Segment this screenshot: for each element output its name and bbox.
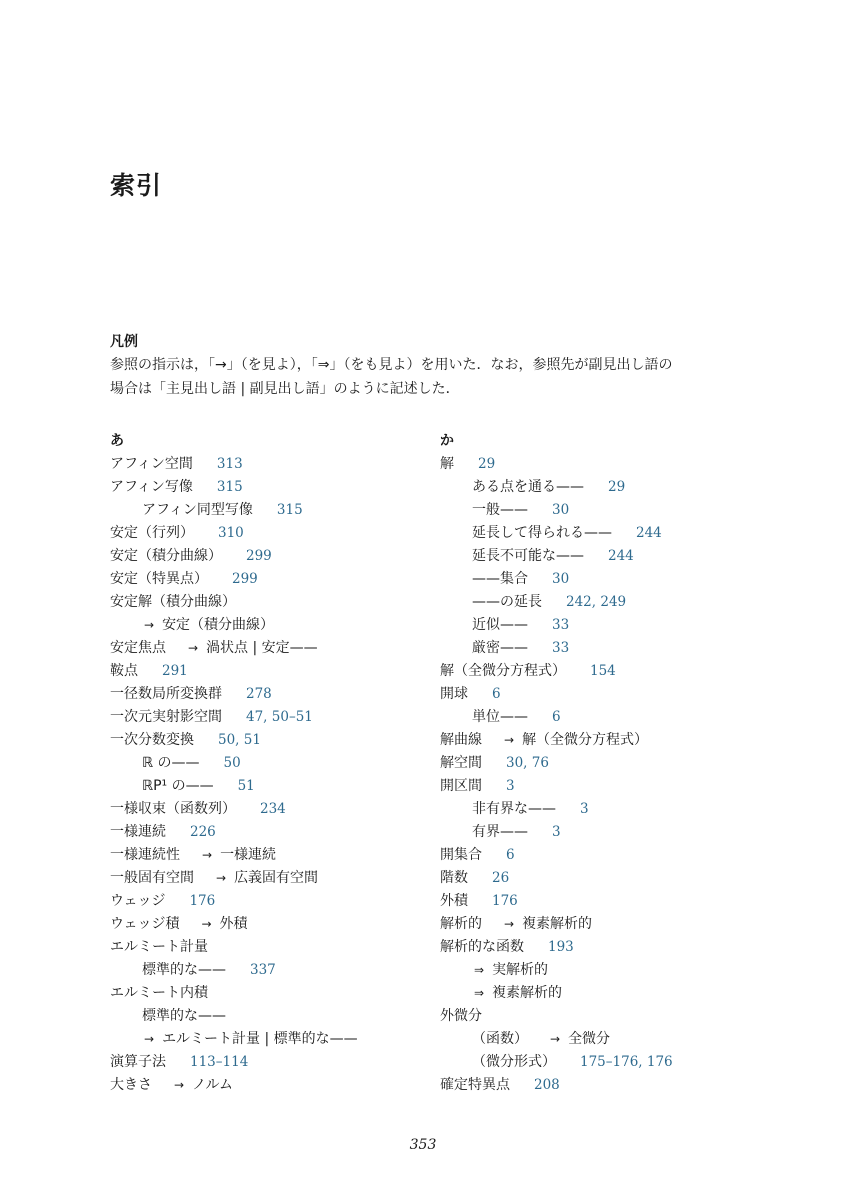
index-entry: [440, 936, 760, 959]
double-arrow-icon: ⇒: [474, 963, 485, 977]
cross-reference-target: 解（全微分方程式）: [522, 732, 649, 748]
index-entry: [440, 982, 760, 1005]
index-term: ℝ の——: [142, 755, 200, 771]
page-reference[interactable]: 175–176, 176: [580, 1054, 673, 1070]
cross-reference: [216, 870, 318, 886]
index-term: 解（全微分方程式）: [440, 663, 566, 679]
index-term: 延長して得られる——: [472, 525, 612, 541]
page-reference[interactable]: 30: [552, 571, 570, 587]
index-term: エルミート内積: [110, 985, 208, 1001]
index-term: アフィン写像: [110, 479, 193, 495]
index-term: （函数）: [472, 1031, 528, 1047]
page-reference[interactable]: 176: [492, 893, 518, 909]
cross-reference-target: 外積: [219, 916, 248, 932]
index-entry: [110, 982, 430, 1005]
page-reference[interactable]: 51: [237, 778, 255, 794]
index-term: 標準的な——: [142, 962, 226, 978]
cross-reference: [188, 640, 318, 656]
arrow-right-icon: →: [202, 848, 213, 862]
cross-reference-target: 安定（積分曲線）: [162, 617, 275, 633]
cross-reference: [144, 617, 274, 633]
index-entry: [110, 867, 430, 890]
page-reference[interactable]: 299: [246, 548, 272, 564]
legend: [110, 331, 750, 401]
index-entry: [440, 706, 760, 729]
page-reference[interactable]: 315: [216, 479, 243, 495]
index-term: 外微分: [440, 1008, 482, 1024]
page-reference[interactable]: 3: [506, 778, 515, 794]
page-reference[interactable]: 50: [223, 755, 241, 771]
index-entry: [110, 1074, 430, 1097]
index-entry: [440, 729, 760, 752]
index-column-right: [440, 430, 760, 1097]
index-entry: [440, 499, 760, 522]
legend-line: 参照の指示は，「→」（を見よ），「⇒」（をも見よ）を用いた．なお，参照先が副見出し語の: [110, 357, 673, 373]
cross-reference-target: 複素解析的: [492, 985, 563, 1001]
index-section-heading: [440, 430, 760, 453]
page-reference[interactable]: 30: [552, 502, 570, 518]
index-term: 階数: [440, 870, 468, 886]
page-reference[interactable]: 3: [552, 824, 561, 840]
page-reference[interactable]: 33: [552, 640, 570, 656]
index-entry: [110, 499, 430, 522]
legend-heading: 凡例: [110, 334, 138, 350]
index-term: ウェッジ: [110, 893, 166, 909]
index-entry: [110, 660, 430, 683]
index-term: あ: [110, 433, 124, 449]
index-entry: [440, 614, 760, 637]
index-term: 確定特異点: [440, 1077, 510, 1093]
page-reference[interactable]: 113–114: [190, 1054, 249, 1070]
page-reference[interactable]: 315: [276, 502, 303, 518]
page-reference[interactable]: 50, 51: [218, 732, 261, 748]
index-entry: [110, 637, 430, 660]
index-term: 延長不可能な——: [472, 548, 584, 564]
index-term: （微分形式）: [472, 1054, 556, 1070]
index-term: アフィン空間: [110, 456, 193, 472]
page-reference[interactable]: 47, 50–51: [246, 709, 313, 725]
index-term: 鞍点: [110, 663, 138, 679]
index-term: 解曲線: [440, 732, 482, 748]
index-entry: [110, 729, 430, 752]
page-reference[interactable]: 226: [190, 824, 216, 840]
index-entry: [110, 798, 430, 821]
index-entry: [440, 637, 760, 660]
index-entry: [440, 591, 760, 614]
cross-reference-target: 全微分: [568, 1031, 611, 1047]
cross-reference-target: 一様連続: [220, 847, 277, 863]
index-entry: [110, 706, 430, 729]
page-reference[interactable]: 193: [548, 939, 574, 955]
cross-reference: [174, 1077, 233, 1093]
cross-reference: [202, 847, 276, 863]
index-term: 演算子法: [110, 1054, 166, 1070]
index-entry: [440, 798, 760, 821]
index-entry: [110, 775, 430, 798]
cross-reference-target: ノルム: [192, 1077, 233, 1093]
arrow-right-icon: →: [174, 1078, 185, 1092]
index-term: 近似——: [472, 617, 528, 633]
page-reference[interactable]: 313: [216, 456, 243, 472]
index-term: 開集合: [440, 847, 482, 863]
index-entry: [110, 959, 430, 982]
cross-reference-target: 渦状点 | 安定——: [206, 640, 318, 656]
index-entry: [440, 867, 760, 890]
index-entry: [440, 522, 760, 545]
index-entry: [110, 545, 430, 568]
index-entry: [440, 752, 760, 775]
index-entry: [440, 660, 760, 683]
index-section-heading: [110, 430, 430, 453]
index-entry: [440, 775, 760, 798]
index-term: 解析的: [440, 916, 482, 932]
index-entry: [110, 1028, 430, 1051]
index-entry: [440, 683, 760, 706]
index-term: 一般固有空間: [110, 870, 194, 886]
page-reference[interactable]: 26: [492, 870, 510, 886]
index-term: ある点を通る——: [472, 479, 584, 495]
index-entry: [110, 614, 430, 637]
cross-reference: [504, 732, 648, 748]
page-reference[interactable]: 291: [162, 663, 188, 679]
index-term: 一様連続: [110, 824, 166, 840]
cross-reference-target: エルミート計量 | 標準的な——: [162, 1031, 358, 1047]
index-entry: [110, 752, 430, 775]
index-entry: [110, 1051, 430, 1074]
cross-reference: [474, 962, 548, 978]
page-reference[interactable]: 3: [580, 801, 589, 817]
cross-reference: [550, 1031, 610, 1047]
index-term: エルミート計量: [110, 939, 208, 955]
page-reference[interactable]: 208: [534, 1077, 560, 1093]
index-term: 開区間: [440, 778, 482, 794]
cross-reference: [504, 916, 592, 932]
cross-reference-target: 実解析的: [492, 962, 549, 978]
index-entry: [440, 476, 760, 499]
page-reference[interactable]: 310: [218, 525, 244, 541]
index-term: 解析的な函数: [440, 939, 524, 955]
index-entry: [440, 453, 760, 476]
page-reference[interactable]: 6: [492, 686, 501, 702]
page-reference[interactable]: 29: [478, 456, 496, 472]
page-number: 353: [409, 1137, 437, 1153]
arrow-right-icon: →: [504, 917, 515, 931]
index-entry: [440, 959, 760, 982]
index-term: 解空間: [440, 755, 482, 771]
cross-reference: [201, 916, 247, 932]
index-entry: [440, 890, 760, 913]
page-reference[interactable]: 244: [636, 525, 662, 541]
index-entry: [110, 1005, 430, 1028]
index-term: ——集合: [472, 571, 528, 587]
page-title: 索引: [110, 171, 163, 200]
index-entry: [110, 591, 430, 614]
index-term: 非有界な——: [472, 801, 556, 817]
page-reference[interactable]: 176: [189, 893, 216, 909]
index-entry: [110, 522, 430, 545]
page-reference[interactable]: 6: [506, 847, 515, 863]
index-term: 外積: [440, 893, 468, 909]
page-reference[interactable]: 337: [250, 962, 276, 978]
page-reference[interactable]: 242, 249: [566, 594, 627, 610]
index-entry: [440, 1074, 760, 1097]
index-entry: [110, 568, 430, 591]
index-term: 一様収束（函数列）: [110, 801, 236, 817]
index-term: 一次分数変換: [110, 732, 194, 748]
index-entry: [440, 844, 760, 867]
double-arrow-icon: ⇒: [474, 986, 485, 1000]
index-term: 有界——: [472, 824, 528, 840]
index-term: 一様連続性: [110, 847, 180, 863]
index-term: 厳密——: [472, 640, 528, 656]
index-term: か: [440, 433, 454, 449]
index-column-left: [110, 430, 430, 1097]
index-term: ℝP¹ の——: [142, 778, 214, 794]
index-term: 単位——: [472, 709, 528, 725]
index-term: 安定解（積分曲線）: [110, 594, 236, 610]
arrow-right-icon: →: [144, 618, 155, 632]
index-entry: [110, 844, 430, 867]
index-term: 解: [440, 456, 454, 472]
index-term: ウェッジ積: [110, 916, 180, 932]
page-reference[interactable]: 30, 76: [506, 755, 549, 771]
page-reference[interactable]: 299: [232, 571, 258, 587]
index-entry: [110, 683, 430, 706]
arrow-right-icon: →: [216, 871, 227, 885]
index-entry: [110, 913, 430, 936]
arrow-right-icon: →: [550, 1032, 561, 1046]
cross-reference: [474, 985, 562, 1001]
index-term: 一次元実射影空間: [110, 709, 222, 725]
index-term: 標準的な——: [142, 1008, 226, 1024]
page-reference[interactable]: 154: [590, 663, 616, 679]
page-reference[interactable]: 278: [246, 686, 272, 702]
index-entry: [440, 1005, 760, 1028]
index-term: 開球: [440, 686, 468, 702]
arrow-right-icon: →: [144, 1032, 155, 1046]
index-entry: [110, 890, 430, 913]
index-term: 一径数局所変換群: [110, 686, 222, 702]
index-entry: [440, 568, 760, 591]
page-reference[interactable]: 244: [608, 548, 634, 564]
page-reference[interactable]: 33: [552, 617, 570, 633]
index-term: アフィン同型写像: [142, 502, 253, 518]
index-entry: [110, 476, 430, 499]
page-reference[interactable]: 6: [552, 709, 561, 725]
page-reference[interactable]: 29: [608, 479, 626, 495]
cross-reference: [144, 1031, 358, 1047]
index-term: 安定（積分曲線）: [110, 548, 222, 564]
index-term: 安定焦点: [110, 640, 166, 656]
index-entry: [110, 453, 430, 476]
index-term: ——の延長: [472, 594, 542, 610]
index-entry: [440, 545, 760, 568]
index-term: 安定（特異点）: [110, 571, 208, 587]
index-entry: [110, 821, 430, 844]
legend-line: 場合は「主見出し語 | 副見出し語」のように記述した．: [110, 381, 460, 397]
cross-reference-target: 広義固有空間: [234, 870, 319, 886]
index-entry: [440, 1051, 760, 1074]
arrow-right-icon: →: [201, 917, 212, 931]
index-entry: [440, 821, 760, 844]
index-entry: [110, 936, 430, 959]
index-entry: [440, 1028, 760, 1051]
index-term: 大きさ: [110, 1077, 152, 1093]
page-reference[interactable]: 234: [260, 801, 286, 817]
arrow-right-icon: →: [504, 733, 515, 747]
cross-reference-target: 複素解析的: [522, 916, 593, 932]
arrow-right-icon: →: [188, 641, 199, 655]
index-term: 一般——: [472, 502, 528, 518]
index-entry: [440, 913, 760, 936]
index-term: 安定（行列）: [110, 525, 194, 541]
